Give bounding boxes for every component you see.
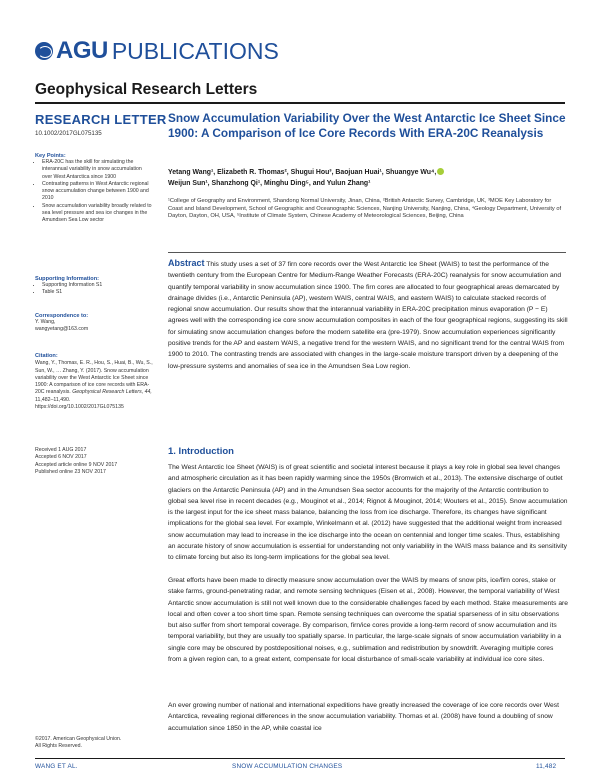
citation-text: Wang, Y., Thomas, E. R., Hou, S., Huai, B., Wu, S., Sun, W., … Zhang, Y. (2017). Snow accumulation variability over the West Antarctic Ice Sheet since 1900: A comparison of ice core records with ERA-20C reanalysis. [35,360,153,396]
key-points-heading: Key Points: [35,153,66,159]
abstract [168,258,568,372]
agu-globe-icon [35,42,53,60]
correspondence-heading: Correspondence to: [35,313,89,319]
copyright-line: ©2017. American Geophysical Union. [35,736,122,742]
correspondence-email[interactable]: wangyetang@163.com [35,326,89,333]
key-points [35,153,153,225]
header-rule [35,102,565,104]
supporting-heading: Supporting Information: [35,276,100,282]
paragraph: The West Antarctic Ice Sheet (WAIS) is of great scientific and societal interest because it plays a key role in global sea level changes and atmospheric circulation as it has been rapidly warming since the 1950s (Bromwich et al., 2013). The extensive discharge of outlet glaciers on the Antarctic Peninsula (AP) and in the Amundsen Sea sector accounts for the majority of the Antarctic contribution to global sea level rise in recent decades (e.g., Mouginot et al., 2014; Rignot & Mouginot, 2014; Wouters et al., 2015). Snow accumulation is the largest input for the ice sheet mass balance, balancing the loss from ice discharge. Therefore, its changes have significant implications for the global sea level. For example, Winkelmann et al. (2012) have suggested that the additional weight from increased snow accumulation may lead to increase in the ice discharge into the ocean on centennial and longer time scales. Thus, establishing an accurate history of snow accumulation is essential for understanding not only variability in the WAIS mass balance and its sensitivity to climate forcing but also its long-term implications for the global sea level. [168,464,568,562]
author-list [168,167,568,190]
copyright-rights: All Rights Reserved. [35,743,82,750]
paragraph: Great efforts have been made to directly measure snow accumulation over the WAIS by means of snow pits, ice/firn cores, stake or stake farms, ground-penetrating radar, and remote sensing techniques (Eisen et al., 2008). However, the temporal variability of West Antarctic snow accumulation is still not well known due to the considerable challenges faced by each method. Stake measurements are local and often cover a too short time span. Remote sensing techniques can overcome the spatial sparseness of in situ observations but also suffer from short temporal coverage. By comparison, firn/ice cores provide a long-term record of snow accumulation and its temporal variability, but they are usually too spatially sparse. In particular, the large-scale signals of snow accumulation variability in a single core may be obscured by postdepositional noises, e.g., sublimation and redistribution by snowdrift. Averaging multiple cores from a given region can, to a great extent, compensate for local disturbance of small-scale variability at individual ice core sites. [168,577,568,664]
article-dates [35,447,153,476]
authors-line-1: Yetang Wang¹, Elizabeth R. Thomas², Shugui Hou³, Baojuan Huai¹, Shuangye Wu⁴, [168,169,437,176]
affiliations: ¹College of Geography and Environment, Shandong Normal University, Jinan, China, ²British Antarctic Survey, Cambridge, UK, ³MOE Key Laboratory for Coast and Island Development, School of Geographic and Oceanographic Sciences, Nanjing University, Nanjing, China, ⁴Geology Department, University of Dayton, Dayton, OH, USA, ⁵Institute of Climate System, Chinese Academy of Meteorological Sciences, Beijing, China [168,198,562,220]
key-point: • Contrasting patterns in West Antarctic regional snow accumulation change between 1900 and 2010 [42,181,153,203]
key-point: • ERA-20C has the skill for simulating the interannual variability in snow accumulation over West Antarctica since 1900 [42,159,153,181]
abstract-heading: Abstract [168,258,205,268]
article-title: Snow Accumulation Variability Over the West Antarctic Ice Sheet Since 1900: A Comparison of Ice Core Records With ERA-20C Reanalysis [168,111,566,141]
section-heading: 1. Introduction [168,446,234,457]
date-accepted-online: Accepted article online 9 NOV 2017 [35,461,118,468]
citation-pages: 11,482–11,490. [35,396,71,403]
agu-publications-logo [35,35,279,67]
logo-agu-text: AGU [56,37,108,64]
footer-rule [35,758,565,759]
citation-journal: Geophysical Research Letters, 44, [72,389,152,396]
footer-running-title: SNOW ACCUMULATION CHANGES [232,763,343,770]
supporting-item: • Supporting Information S1 [42,282,153,289]
correspondence-name: Y. Wang, [35,319,56,325]
footer-authors: WANG ET AL. [35,763,78,770]
logo-publications-text: PUBLICATIONS [111,37,279,64]
copyright [35,736,160,751]
article-type: RESEARCH LETTER [35,112,167,127]
orcid-icon[interactable] [437,168,444,175]
authors-line-2: Weijun Sun¹, Shanzhong Qi¹, Minghu Ding⁵, and Yulun Zhang¹ [168,180,371,188]
key-point: • Snow accumulation variability broadly related to sea level pressure and sea ice changes in the Amundsen Sea Low sector [42,203,153,225]
supporting-item: • Table S1 [42,289,153,296]
footer-page-number: 11,482 [536,763,557,770]
citation-doi-link[interactable]: https://doi.org/10.1002/2017GL075135 [35,404,124,411]
abstract-text: This study uses a set of 37 firn core records over the West Antarctic Ice Sheet (WAIS) to test the performance of the twentieth century from the European Centre for Medium-Range Weather Forecasts (ERA-20C) reanalysis for snow accumulation and quantify temporal variability in snow accumulation since 1900. The firn cores are allocated to four geographical areas demarcated by drainage divides (i.e., Antarctic Peninsula (AP), western WAIS, central WAIS, and eastern WAIS) to calculate stacked records of regional snow accumulation. Our results show that the interannual variability in ERA-20C precipitation minus evaporation (P − E) agrees well with the corresponding ice core snow accumulation composites in each of the four geographical regions, suggesting its skill for simulating snow accumulation changes before the modern satellite era (pre-1979). Snow accumulation experiences significantly positive trends for the AP and eastern WAIS, a negative trend for the western WAIS, and no significant trend for the central WAIS from 1900 to 2010. The contrasting trends are associated with changes in the large-scale moisture transport driven by a deepening of the low-pressure systems and anomalies of sea ice in the Amundsen Sea Low region. [168,261,568,370]
title-rule [168,252,566,253]
citation [35,353,153,411]
date-accepted: Accepted 6 NOV 2017 [35,454,87,461]
citation-heading: Citation: [35,353,58,359]
date-received: Received 1 AUG 2017 [35,447,87,453]
journal-title: Geophysical Research Letters [35,81,258,98]
correspondence [35,313,153,334]
supporting-information [35,276,153,297]
date-published: Published online 23 NOV 2017 [35,468,106,475]
paragraph: An ever growing number of national and international expeditions have greatly increased the coverage of ice core records over West Antarctica, revealing regional differences in the snow accumulation variability. Thomas et al. (2008) have found a doubling of snow accumulation since 1850 in the AP, while coastal ice [168,702,559,732]
doi: 10.1002/2017GL075135 [35,130,102,137]
